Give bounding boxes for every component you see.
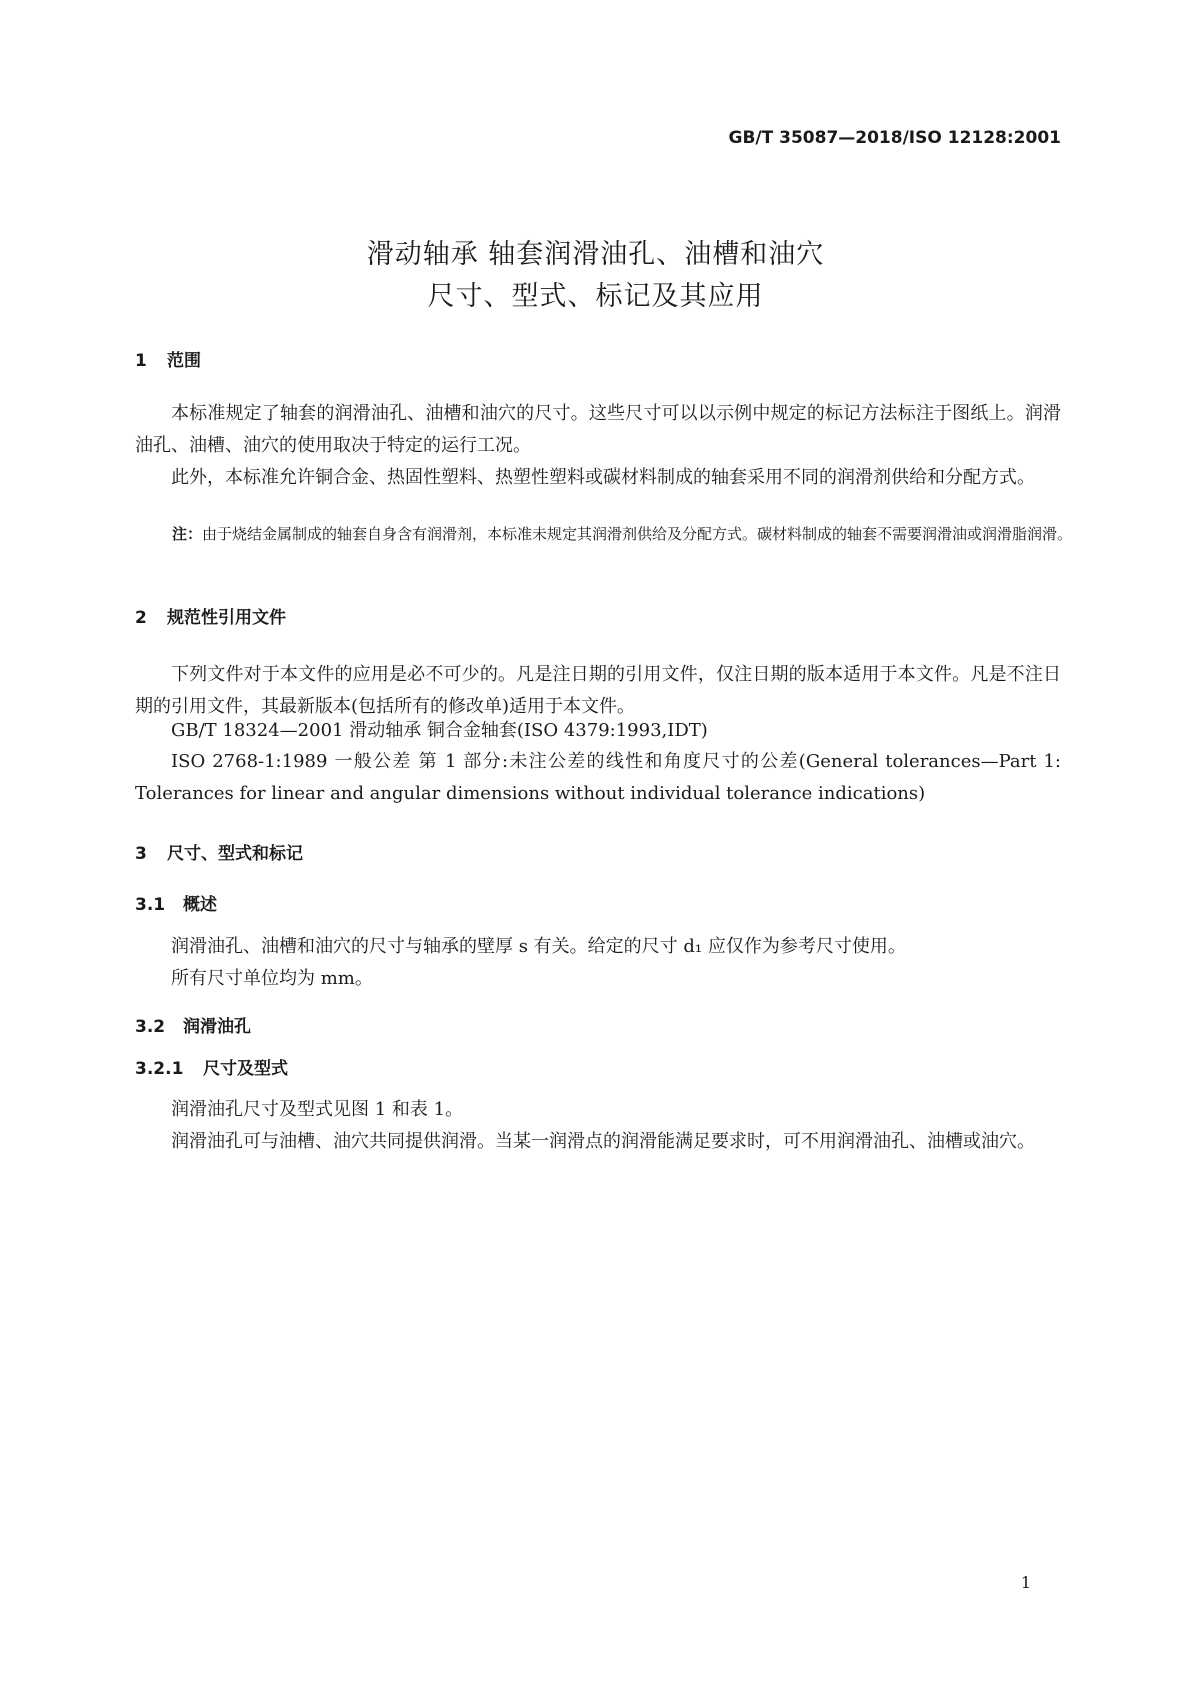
subsection-number: 3.2 [135,1017,166,1037]
section-title: 范围 [167,351,201,371]
subsection-3-1-heading [135,890,217,915]
subsection-3-2-1-paragraph-1: 润滑油孔尺寸及型式见图 1 和表 1。 [171,1099,464,1120]
note-label: 注： [172,525,203,543]
subsection-3-2-1-paragraph-2: 润滑油孔可与油槽、油穴共同提供润滑。当某一润滑点的润滑能满足要求时，可不用润滑油孔、油槽或油穴。 [171,1131,1035,1152]
section-1-note [172,520,1095,548]
subsection-3-1-paragraph-1: 润滑油孔、油槽和油穴的尺寸与轴承的壁厚 s 有关。给定的尺寸 d₁ 应仅作为参考尺寸使用。 [171,936,906,957]
section-title: 规范性引用文件 [167,608,286,628]
document-title-line2: 尺寸、型式、标记及其应用 [427,281,764,312]
note-text: 由于烧结金属制成的轴套自身含有润滑剂，本标准未规定其润滑剂供给及分配方式。碳材料制成的轴套不需要润滑油或润滑脂润滑。 [202,525,1073,543]
subsection-3-2-heading [135,1012,251,1037]
standard-code: GB/T 35087—2018/ISO 12128:2001 [728,128,1061,148]
subsection-number: 3.2.1 [135,1059,184,1079]
normative-reference-2: ISO 2768-1:1989 一般公差 第 1 部分:未注公差的线性和角度尺寸的公差(General tolerances—Part 1: Tolerances for linear and angular dimensions without individual tolerance indications) [135,751,1061,804]
section-title: 尺寸、型式和标记 [167,844,303,864]
section-2-heading [135,603,286,628]
section-3-heading [135,839,303,864]
section-number: 2 [135,608,147,628]
document-title-line1: 滑动轴承 轴套润滑油孔、油槽和油穴 [366,239,825,270]
section-1-heading [135,346,201,371]
subsection-3-2-1-heading [135,1054,288,1079]
subsection-title: 概述 [183,895,217,915]
section-2-paragraph-1: 下列文件对于本文件的应用是必不可少的。凡是注日期的引用文件，仅注日期的版本适用于本文件。凡是不注日期的引用文件，其最新版本(包括所有的修改单)适用于本文件。 [135,664,1061,717]
section-number: 3 [135,844,147,864]
section-1-paragraph-1: 本标准规定了轴套的润滑油孔、油槽和油穴的尺寸。这些尺寸可以以示例中规定的标记方法标注于图纸上。润滑油孔、油槽、油穴的使用取决于特定的运行工况。 [135,403,1061,456]
section-number: 1 [135,351,147,371]
subsection-3-1-paragraph-2: 所有尺寸单位均为 mm。 [171,968,373,989]
section-1-paragraph-2: 此外，本标准允许铜合金、热固性塑料、热塑性塑料或碳材料制成的轴套采用不同的润滑剂供给和分配方式。 [171,467,1035,488]
subsection-title: 尺寸及型式 [203,1059,288,1079]
subsection-title: 润滑油孔 [183,1017,251,1037]
page-number: 1 [1020,1573,1031,1592]
subsection-number: 3.1 [135,895,166,915]
normative-reference-1: GB/T 18324—2001 滑动轴承 铜合金轴套(ISO 4379:1993,IDT) [171,720,708,741]
